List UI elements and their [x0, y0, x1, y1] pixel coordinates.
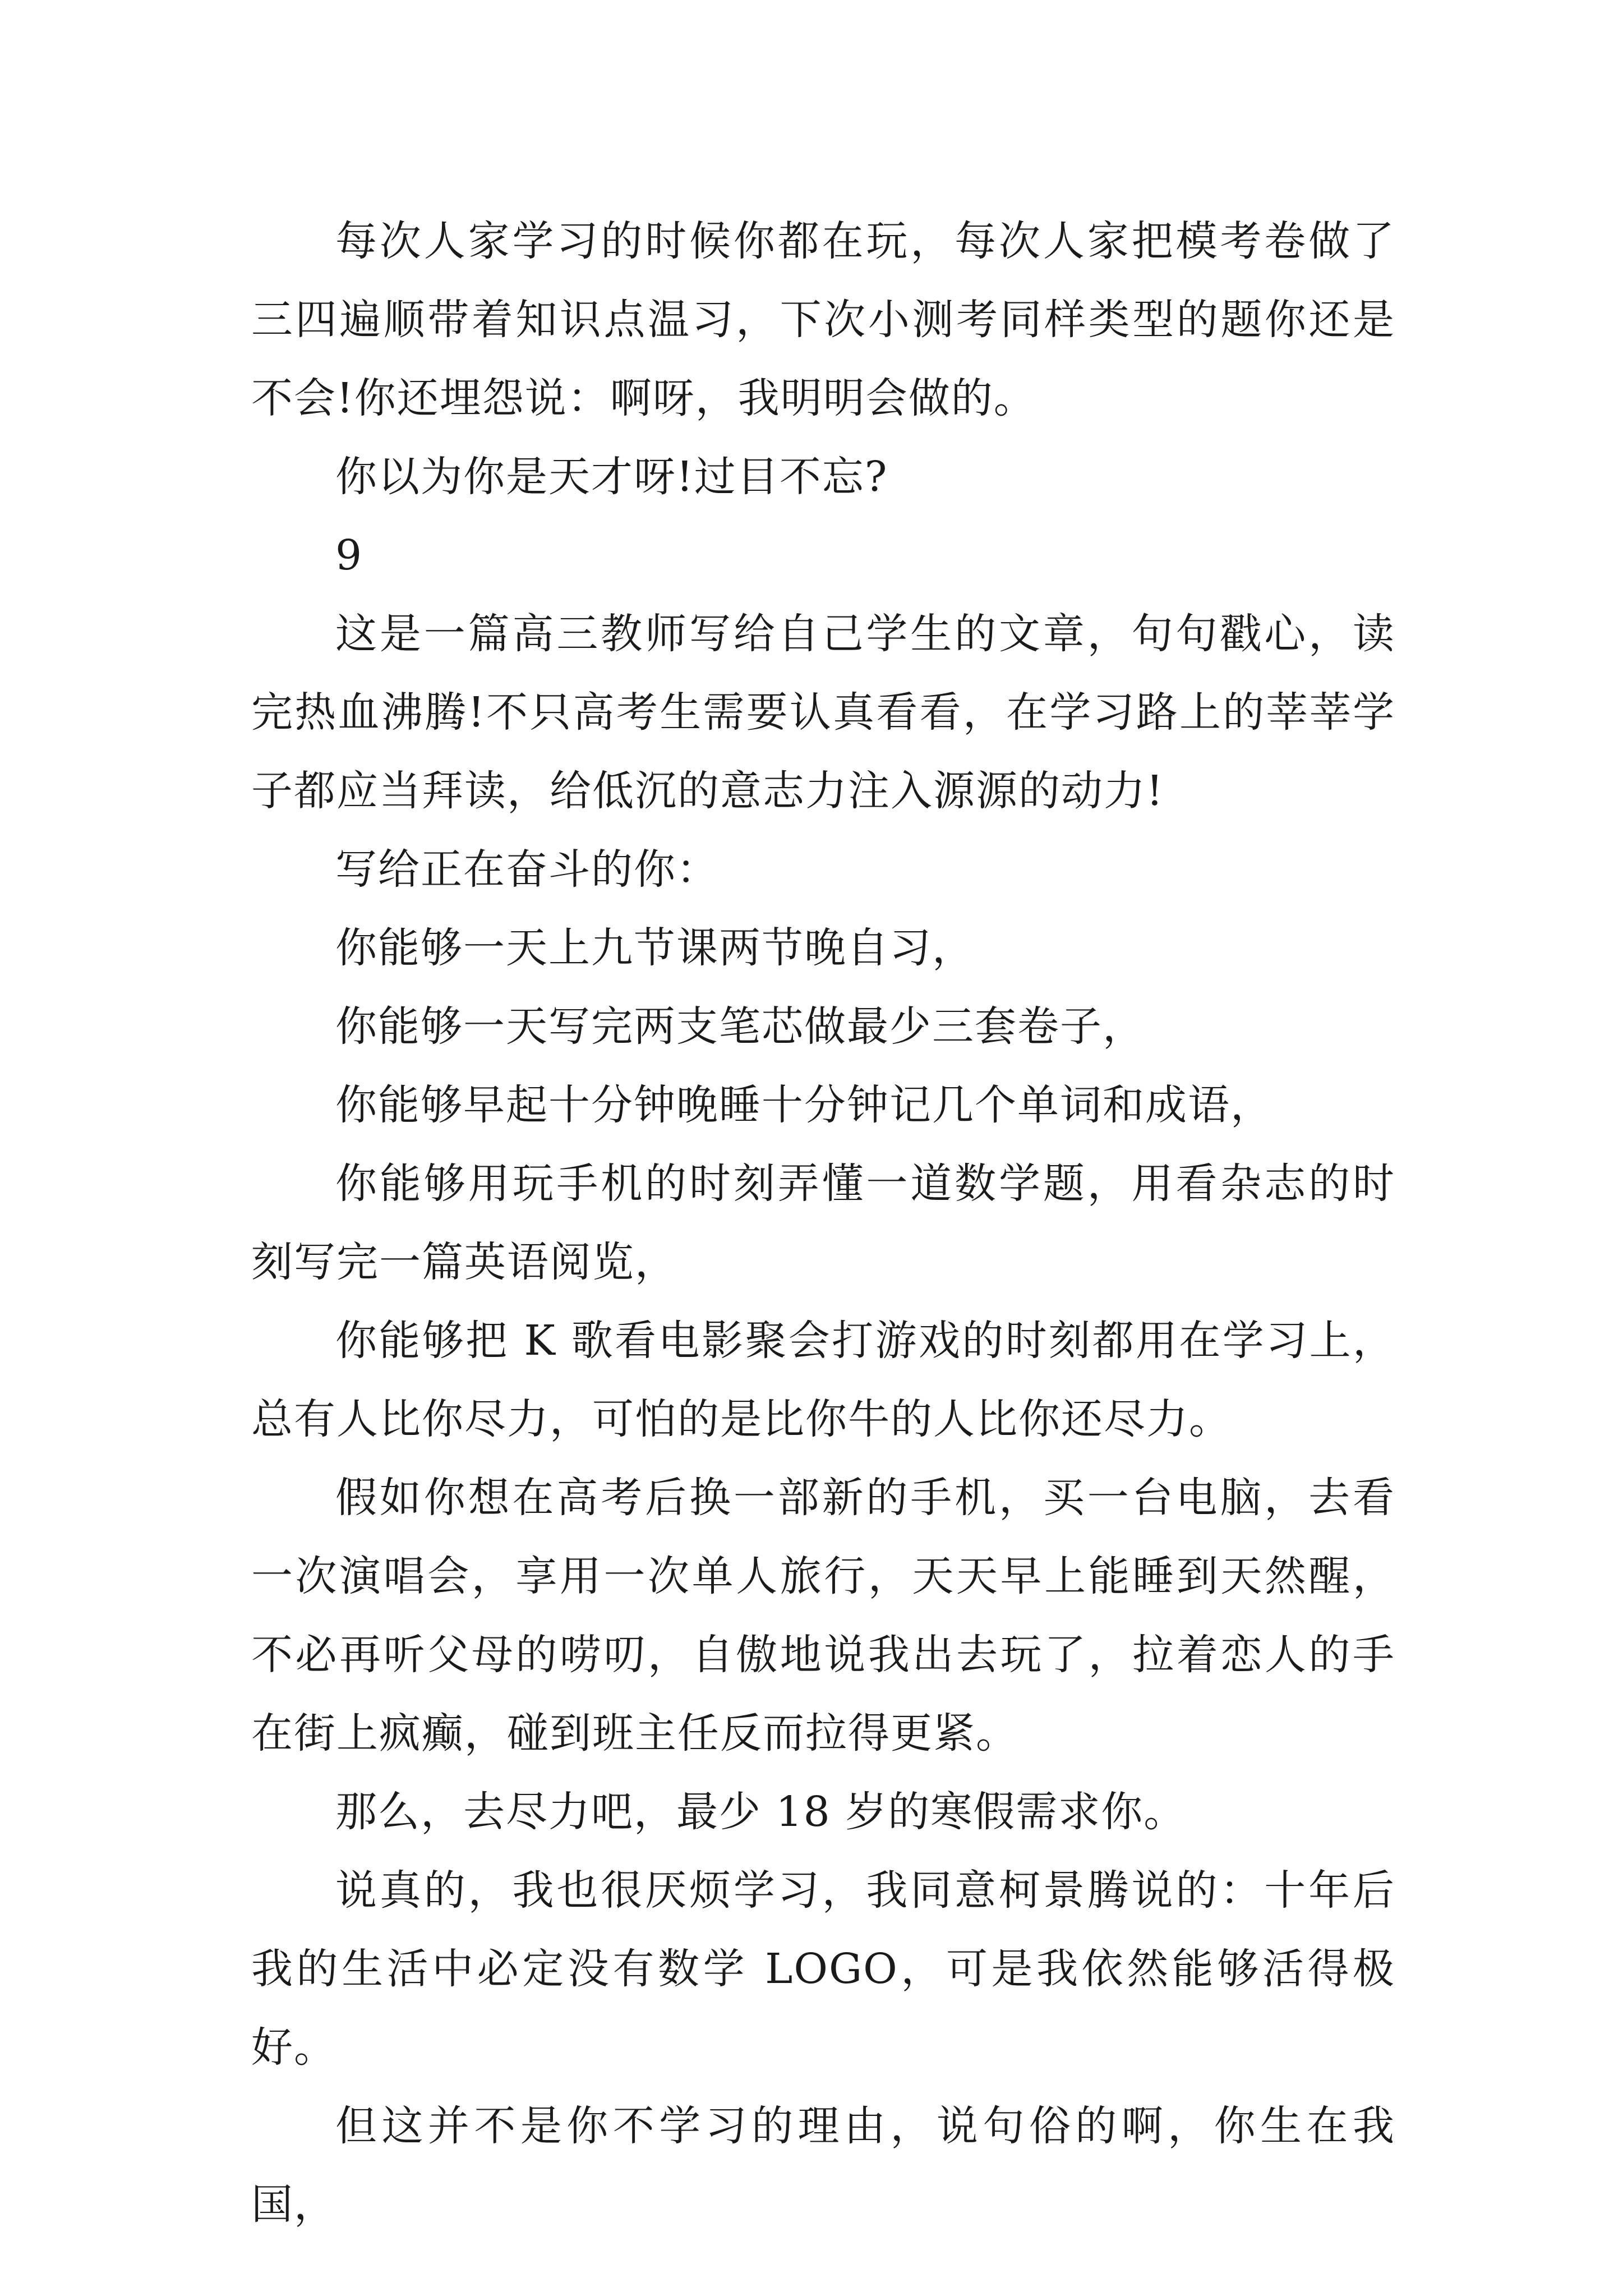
paragraph: 写给正在奋斗的你：: [335, 845, 719, 894]
paragraph: 那么，去尽力吧，最少 18 岁的寒假需求你。: [335, 1788, 1187, 1836]
paragraph: 你能够早起十分钟晚睡十分钟记几个单词和成语，: [335, 1081, 1273, 1129]
paragraph: 假如你想在高考后换一部新的手机，买一台电脑，去看一次演唱会，享用一次单人旅行，天天早上能睡到天然醒，不必再听父母的唠叨，自傲地说我出去玩了，拉着恋人的手在街上疯癫，碰到班主任反而拉得更紧。: [251, 1474, 1395, 1757]
paragraph: 你能够一天上九节课两节晚自习，: [335, 924, 975, 972]
paragraph: 但这并不是你不学习的理由，说句俗的啊，你生在我国，: [251, 2102, 1395, 2229]
document-body: [251, 202, 1395, 2244]
paragraph: 每次人家学习的时候你都在玩，每次人家把模考卷做了三四遍顺带着知识点温习，下次小测考同样类型的题你还是不会!你还埋怨说：啊呀，我明明会做的。: [251, 217, 1395, 422]
paragraph: 说真的，我也很厌烦学习，我同意柯景腾说的：十年后我的生活中必定没有数学 LOGO，可是我依然能够活得极好。: [251, 1866, 1395, 2072]
paragraph: 你能够把 K 歌看电影聚会打游戏的时刻都用在学习上，总有人比你尽力，可怕的是比你牛的人比你还尽力。: [251, 1317, 1395, 1443]
section-number: 9: [335, 531, 363, 579]
paragraph: 你能够一天写完两支笔芯做最少三套卷子，: [335, 1002, 1145, 1051]
paragraph: 你能够用玩手机的时刻弄懂一道数学题，用看杂志的时刻写完一篇英语阅览，: [251, 1159, 1395, 1286]
paragraph: 你以为你是天才呀!过目不忘?: [335, 453, 888, 501]
paragraph: 这是一篇高三教师写给自己学生的文章，句句戳心，读完热血沸腾!不只高考生需要认真看看，在学习路上的莘莘学子都应当拜读，给低沉的意志力注入源源的动力!: [251, 610, 1395, 815]
